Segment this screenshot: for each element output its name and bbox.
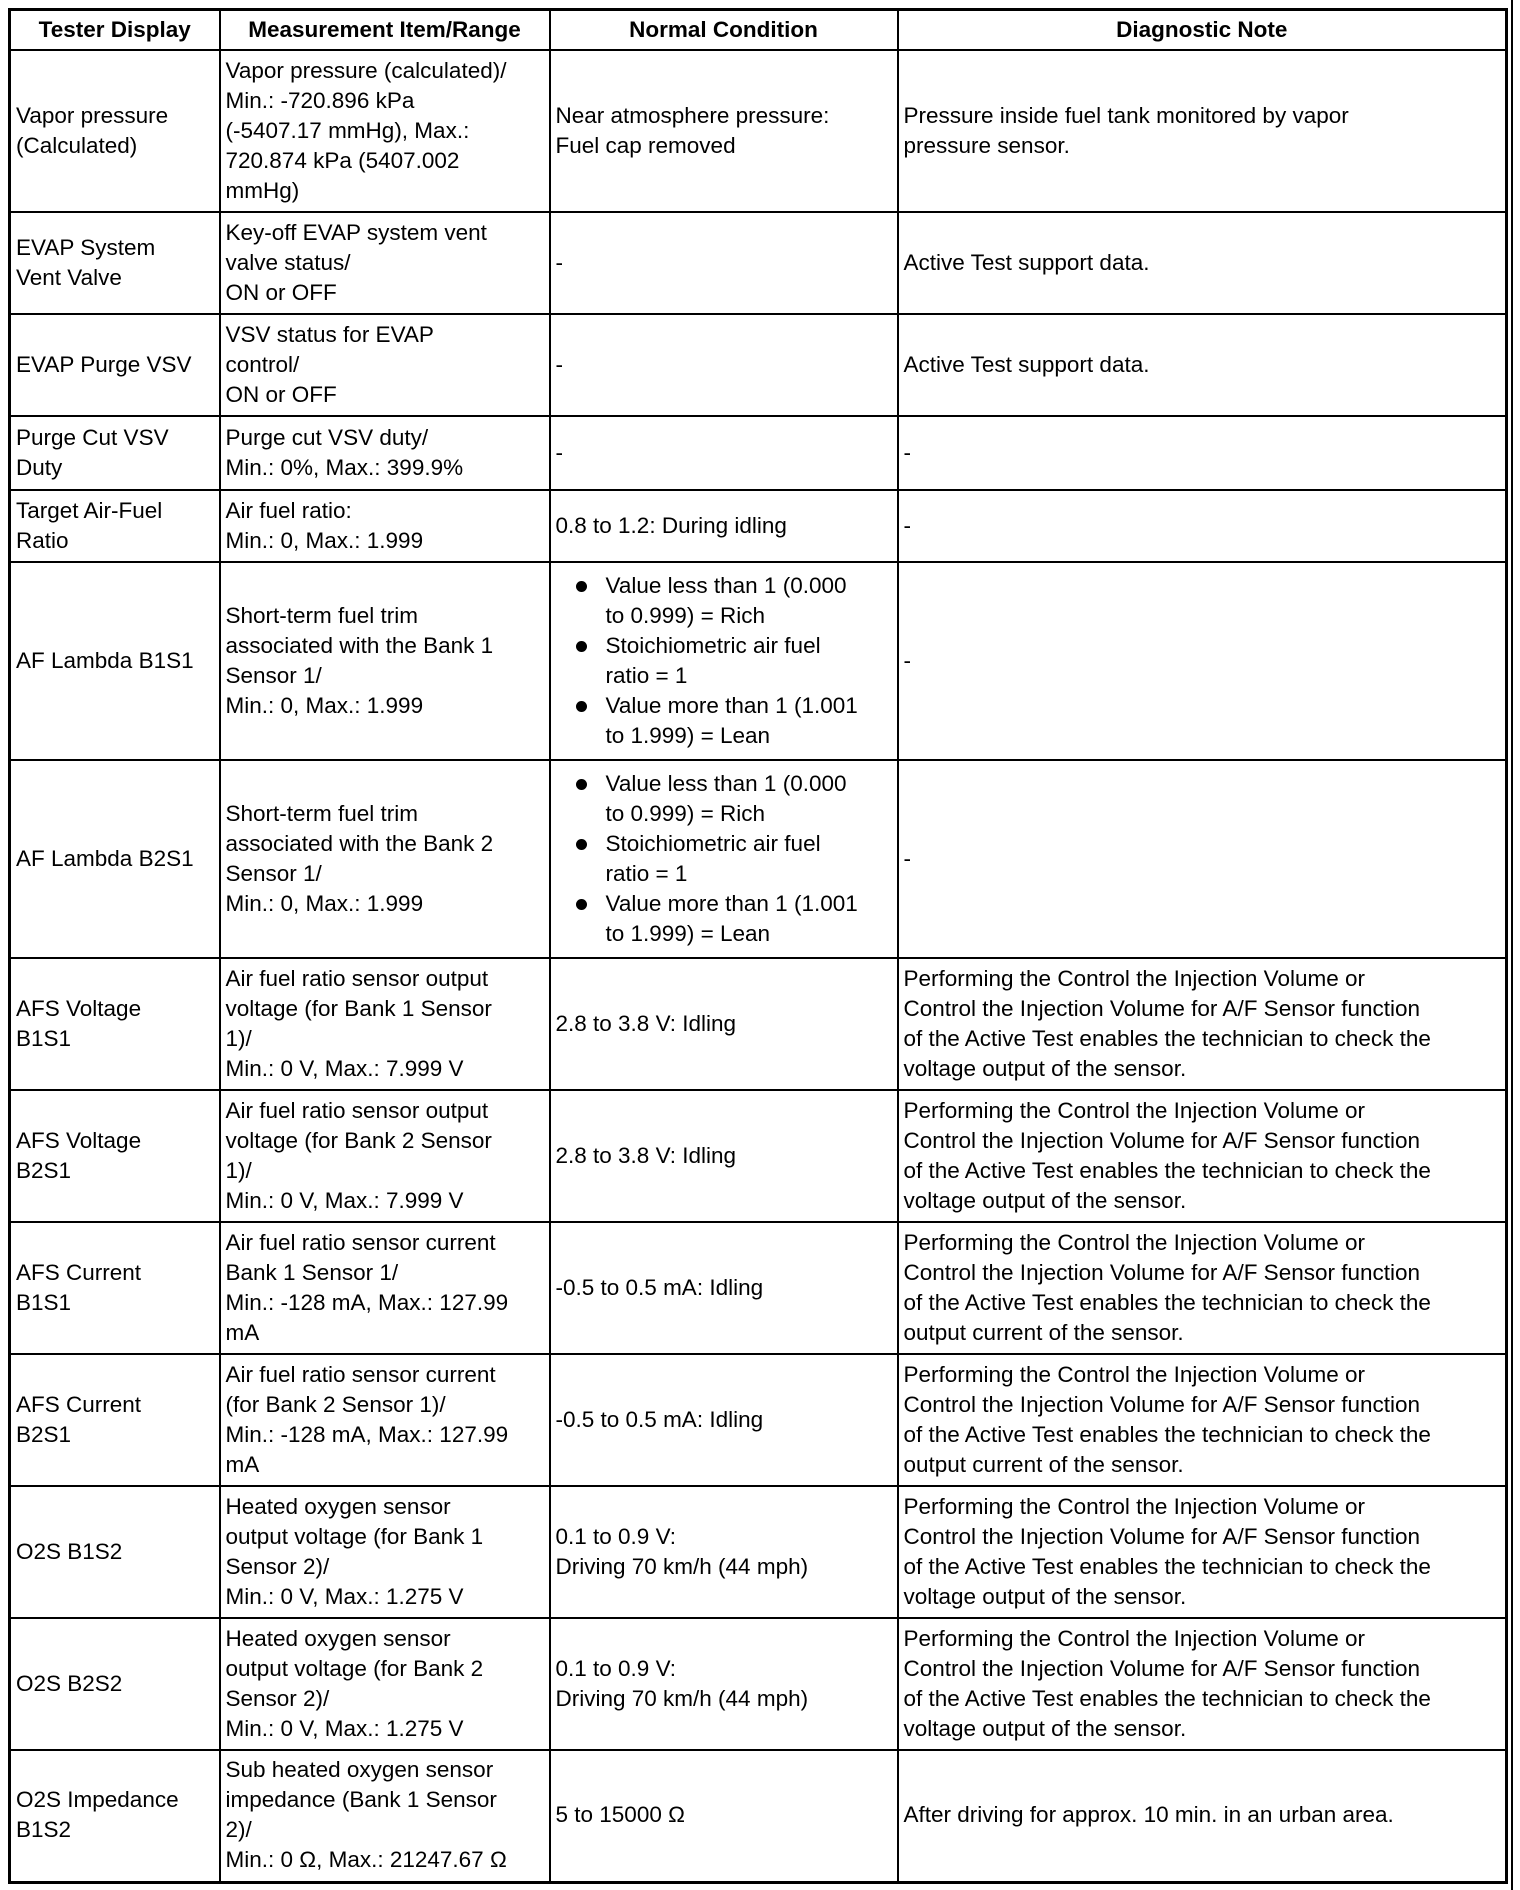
cell-normal-condition: [550, 562, 898, 760]
table-row: [10, 314, 1507, 416]
table-row: [10, 760, 1507, 958]
cell-measurement-item: Air fuel ratio sensor current Bank 1 Sensor 1/ Min.: -128 mA, Max.: 127.99 mA: [220, 1222, 550, 1354]
cell-tester-display: Vapor pressure (Calculated): [10, 50, 220, 212]
cell-normal-condition: 2.8 to 3.8 V: Idling: [550, 958, 898, 1090]
page-edge-line: [1511, 0, 1513, 1890]
table-row: [10, 50, 1507, 212]
table-row: [10, 562, 1507, 760]
cell-normal-condition: 2.8 to 3.8 V: Idling: [550, 1090, 898, 1222]
data-list-table: [8, 8, 1508, 1884]
condition-bullet-item: Value more than 1 (1.001 to 1.999) = Lean: [576, 691, 892, 751]
cell-tester-display: AF Lambda B2S1: [10, 760, 220, 958]
condition-bullet-item: Stoichiometric air fuel ratio = 1: [576, 829, 892, 889]
header-measurement-item: Measurement Item/Range: [220, 10, 550, 51]
cell-measurement-item: Sub heated oxygen sensor impedance (Bank 1 Sensor 2)/ Min.: 0 Ω, Max.: 21247.67 Ω: [220, 1750, 550, 1882]
cell-normal-condition: 0.8 to 1.2: During idling: [550, 490, 898, 562]
cell-diagnostic-note: Performing the Control the Injection Volume or Control the Injection Volume for A/F Sensor function of the Active Test enables the technician to check the output current of the sensor.: [898, 1354, 1507, 1486]
cell-measurement-item: Air fuel ratio sensor output voltage (for Bank 2 Sensor 1)/ Min.: 0 V, Max.: 7.999 V: [220, 1090, 550, 1222]
cell-diagnostic-note: Active Test support data.: [898, 314, 1507, 416]
table-row: [10, 1222, 1507, 1354]
cell-tester-display: AFS Current B1S1: [10, 1222, 220, 1354]
header-diagnostic-note: Diagnostic Note: [898, 10, 1507, 51]
cell-normal-condition: -0.5 to 0.5 mA: Idling: [550, 1222, 898, 1354]
cell-measurement-item: Air fuel ratio sensor output voltage (for Bank 1 Sensor 1)/ Min.: 0 V, Max.: 7.999 V: [220, 958, 550, 1090]
cell-tester-display: O2S Impedance B1S2: [10, 1750, 220, 1882]
cell-normal-condition: [550, 760, 898, 958]
table-row: [10, 212, 1507, 314]
cell-measurement-item: Vapor pressure (calculated)/ Min.: -720.896 kPa (-5407.17 mmHg), Max.: 720.874 kPa (5407.002 mmHg): [220, 50, 550, 212]
cell-measurement-item: VSV status for EVAP control/ ON or OFF: [220, 314, 550, 416]
table-row: [10, 416, 1507, 490]
cell-tester-display: Target Air-Fuel Ratio: [10, 490, 220, 562]
header-normal-condition: Normal Condition: [550, 10, 898, 51]
cell-measurement-item: Air fuel ratio sensor current (for Bank 2 Sensor 1)/ Min.: -128 mA, Max.: 127.99 mA: [220, 1354, 550, 1486]
cell-normal-condition: 5 to 15000 Ω: [550, 1750, 898, 1882]
cell-diagnostic-note: Performing the Control the Injection Volume or Control the Injection Volume for A/F Sensor function of the Active Test enables the technician to check the voltage output of the sensor.: [898, 958, 1507, 1090]
cell-diagnostic-note: -: [898, 490, 1507, 562]
cell-diagnostic-note: Active Test support data.: [898, 212, 1507, 314]
cell-diagnostic-note: Performing the Control the Injection Volume or Control the Injection Volume for A/F Sensor function of the Active Test enables the technician to check the voltage output of the sensor.: [898, 1618, 1507, 1750]
cell-measurement-item: Short-term fuel trim associated with the Bank 1 Sensor 1/ Min.: 0, Max.: 1.999: [220, 562, 550, 760]
cell-tester-display: AF Lambda B1S1: [10, 562, 220, 760]
cell-tester-display: Purge Cut VSV Duty: [10, 416, 220, 490]
cell-measurement-item: Short-term fuel trim associated with the Bank 2 Sensor 1/ Min.: 0, Max.: 1.999: [220, 760, 550, 958]
condition-bullet-list: [556, 571, 892, 751]
cell-tester-display: AFS Voltage B1S1: [10, 958, 220, 1090]
cell-measurement-item: Key-off EVAP system vent valve status/ ON or OFF: [220, 212, 550, 314]
cell-tester-display: AFS Current B2S1: [10, 1354, 220, 1486]
condition-bullet-item: Value more than 1 (1.001 to 1.999) = Lean: [576, 889, 892, 949]
table-header-row: [10, 10, 1507, 51]
cell-normal-condition: -0.5 to 0.5 mA: Idling: [550, 1354, 898, 1486]
table-row: [10, 1354, 1507, 1486]
cell-diagnostic-note: -: [898, 562, 1507, 760]
table-row: [10, 490, 1507, 562]
condition-bullet-list: [556, 769, 892, 949]
cell-measurement-item: Purge cut VSV duty/ Min.: 0%, Max.: 399.9%: [220, 416, 550, 490]
condition-bullet-item: Value less than 1 (0.000 to 0.999) = Rich: [576, 769, 892, 829]
cell-tester-display: AFS Voltage B2S1: [10, 1090, 220, 1222]
table-row: [10, 958, 1507, 1090]
table-row: [10, 1090, 1507, 1222]
cell-normal-condition: 0.1 to 0.9 V: Driving 70 km/h (44 mph): [550, 1618, 898, 1750]
cell-measurement-item: Heated oxygen sensor output voltage (for Bank 2 Sensor 2)/ Min.: 0 V, Max.: 1.275 V: [220, 1618, 550, 1750]
header-tester-display: Tester Display: [10, 10, 220, 51]
cell-normal-condition: -: [550, 212, 898, 314]
cell-normal-condition: -: [550, 314, 898, 416]
cell-normal-condition: Near atmosphere pressure: Fuel cap removed: [550, 50, 898, 212]
cell-tester-display: EVAP Purge VSV: [10, 314, 220, 416]
cell-tester-display: O2S B1S2: [10, 1486, 220, 1618]
cell-diagnostic-note: Pressure inside fuel tank monitored by vapor pressure sensor.: [898, 50, 1507, 212]
document-page: [8, 8, 1505, 1884]
cell-diagnostic-note: Performing the Control the Injection Volume or Control the Injection Volume for A/F Sensor function of the Active Test enables the technician to check the voltage output of the sensor.: [898, 1486, 1507, 1618]
cell-diagnostic-note: Performing the Control the Injection Volume or Control the Injection Volume for A/F Sensor function of the Active Test enables the technician to check the voltage output of the sensor.: [898, 1090, 1507, 1222]
condition-bullet-item: Value less than 1 (0.000 to 0.999) = Rich: [576, 571, 892, 631]
cell-diagnostic-note: -: [898, 416, 1507, 490]
cell-tester-display: EVAP System Vent Valve: [10, 212, 220, 314]
table-row: [10, 1750, 1507, 1882]
cell-normal-condition: 0.1 to 0.9 V: Driving 70 km/h (44 mph): [550, 1486, 898, 1618]
cell-measurement-item: Heated oxygen sensor output voltage (for Bank 1 Sensor 2)/ Min.: 0 V, Max.: 1.275 V: [220, 1486, 550, 1618]
condition-bullet-item: Stoichiometric air fuel ratio = 1: [576, 631, 892, 691]
cell-measurement-item: Air fuel ratio: Min.: 0, Max.: 1.999: [220, 490, 550, 562]
table-row: [10, 1486, 1507, 1618]
cell-diagnostic-note: After driving for approx. 10 min. in an urban area.: [898, 1750, 1507, 1882]
cell-diagnostic-note: -: [898, 760, 1507, 958]
cell-tester-display: O2S B2S2: [10, 1618, 220, 1750]
table-row: [10, 1618, 1507, 1750]
cell-normal-condition: -: [550, 416, 898, 490]
cell-diagnostic-note: Performing the Control the Injection Volume or Control the Injection Volume for A/F Sensor function of the Active Test enables the technician to check the output current of the sensor.: [898, 1222, 1507, 1354]
